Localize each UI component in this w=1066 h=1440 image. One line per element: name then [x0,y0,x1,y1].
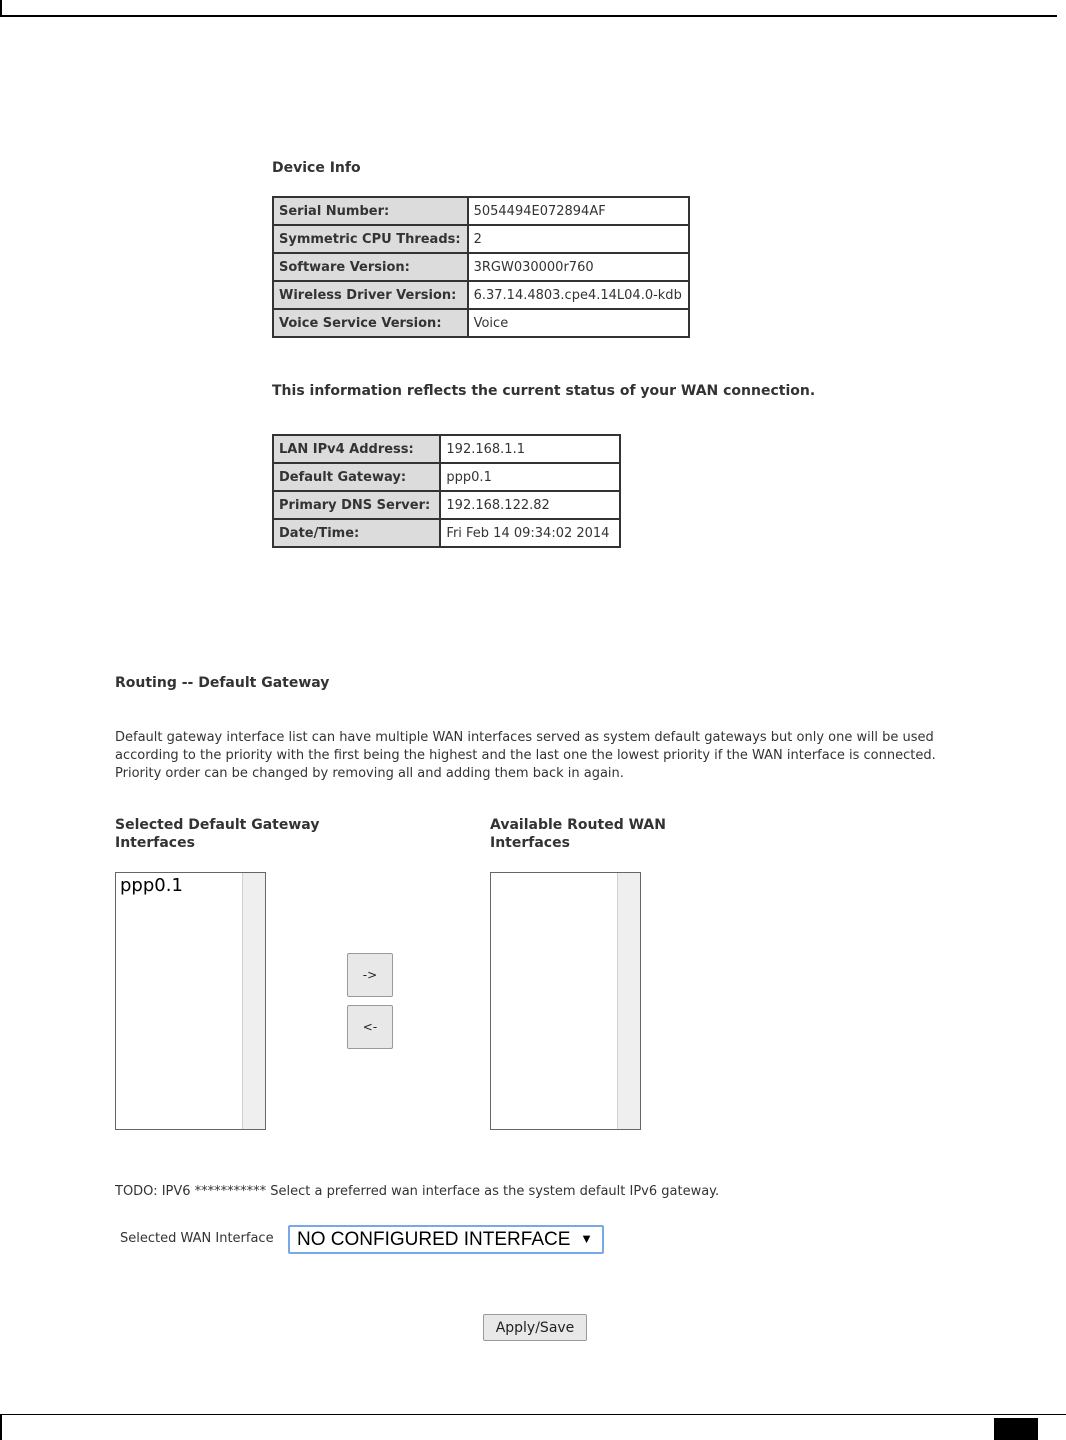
wan-status-table [272,434,621,548]
available-title-line2: Interfaces [490,835,570,851]
row-label: Date/Time: [273,519,440,547]
wan-interface-select[interactable] [288,1225,604,1254]
table-row [273,281,689,309]
page-number-tab [994,1418,1038,1440]
table-row [273,253,689,281]
device-info-heading: Device Info [272,160,361,176]
row-value: 2 [468,225,689,253]
list-item[interactable]: ppp0.1 [120,875,183,896]
selected-title-line1: Selected Default Gateway [115,817,320,833]
table-row [273,435,620,463]
available-list-title [490,816,666,852]
move-right-button[interactable]: -> [347,953,393,997]
row-label: Wireless Driver Version: [273,281,468,309]
routing-heading: Routing -- Default Gateway [115,675,330,691]
table-row [273,197,689,225]
table-row [273,519,620,547]
move-left-button[interactable]: <- [347,1005,393,1049]
row-value: 192.168.122.82 [440,491,620,519]
ipv6-todo-text: TODO: IPV6 *********** Select a preferred wan interface as the system default IPv6 gateway. [115,1184,720,1199]
row-value: 6.37.14.4803.cpe4.14L04.0-kdb [468,281,689,309]
row-value: Voice [468,309,689,337]
table-row [273,491,620,519]
table-row [273,463,620,491]
device-info-table [272,196,690,338]
selected-title-line2: Interfaces [115,835,195,851]
available-wan-listbox[interactable] [490,872,641,1130]
row-label: Primary DNS Server: [273,491,440,519]
wan-interface-value: NO CONFIGURED INTERFACE [297,1229,571,1250]
row-label: Software Version: [273,253,468,281]
table-row [273,225,689,253]
page-header-rule [0,0,1057,17]
row-value: 5054494E072894AF [468,197,689,225]
dropdown-arrow-icon: ▼ [580,1231,593,1246]
page-footer-rule [0,1414,1066,1440]
listbox-scrollbar[interactable] [617,873,640,1129]
available-title-line1: Available Routed WAN [490,817,666,833]
row-label: LAN IPv4 Address: [273,435,440,463]
wan-interface-label: Selected WAN Interface [120,1231,274,1246]
listbox-scrollbar[interactable] [242,873,265,1129]
row-label: Symmetric CPU Threads: [273,225,468,253]
row-value: 3RGW030000r760 [468,253,689,281]
routing-description: Default gateway interface list can have multiple WAN interfaces served as system default gateways but only one will be used according to the priority with the first being the highest and the last one the lowest priority if the WAN interface is connected. Priority order can be changed by removing all and adding them back in again. [115,730,936,781]
row-value: ppp0.1 [440,463,620,491]
row-value: 192.168.1.1 [440,435,620,463]
selected-gateway-listbox[interactable] [115,872,266,1130]
apply-save-button[interactable]: Apply/Save [483,1314,587,1341]
row-label: Default Gateway: [273,463,440,491]
row-label: Voice Service Version: [273,309,468,337]
row-label: Serial Number: [273,197,468,225]
table-row [273,309,689,337]
selected-list-title [115,816,319,852]
wan-status-text: This information reflects the current status of your WAN connection. [272,383,816,399]
row-value: Fri Feb 14 09:34:02 2014 [440,519,620,547]
